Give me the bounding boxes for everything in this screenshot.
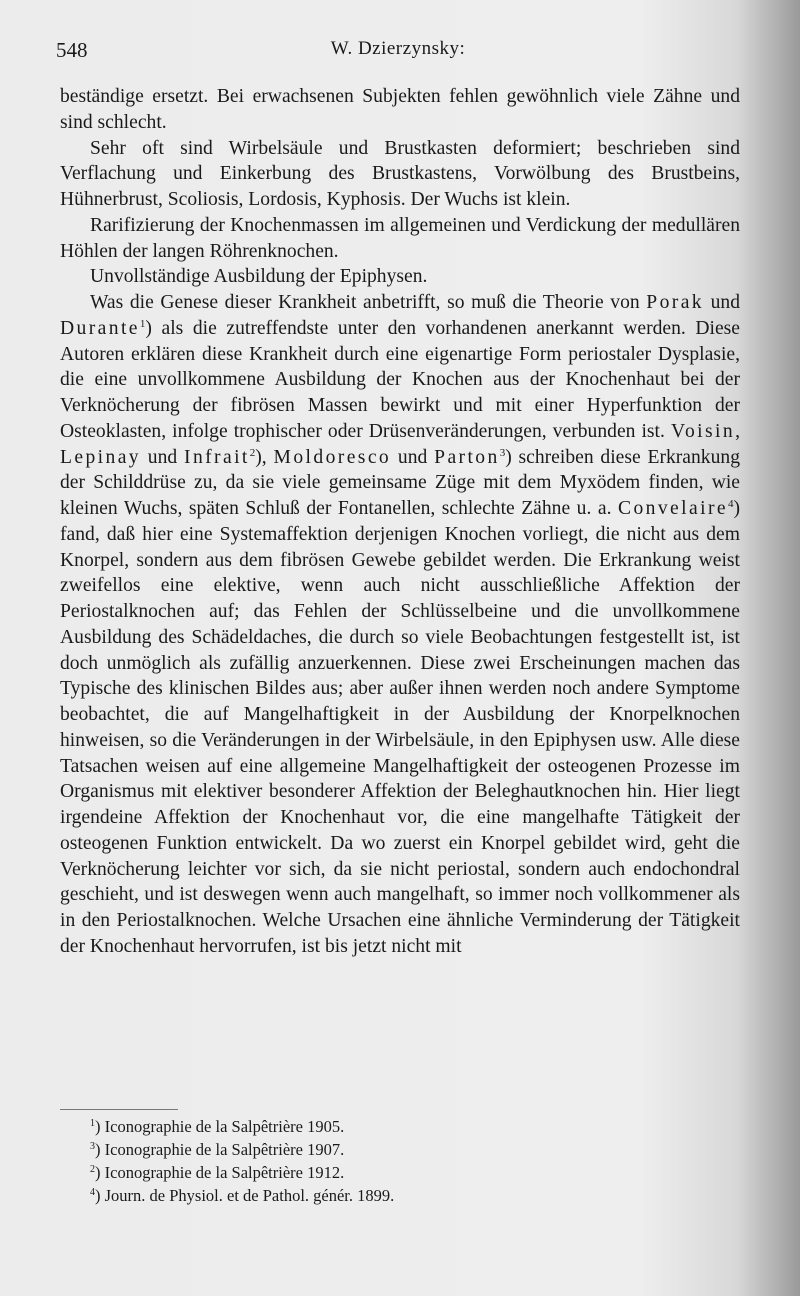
author-name: Parton (434, 446, 500, 468)
page-number: 548 (56, 38, 88, 62)
footnote-text: ) Iconographie de la Salpêtrière 1905. (95, 1117, 345, 1136)
author-name: Durante (60, 317, 140, 339)
text-run: Was die Genese dieser Krankheit anbetrifft, so muß die Theorie von (90, 292, 647, 313)
footnote-mark: 3 (90, 1141, 95, 1152)
footnote-text: ) Iconographie de la Salpêtrière 1912. (95, 1163, 345, 1182)
footnote-ref: 2 (249, 446, 256, 459)
footnote (90, 1161, 650, 1184)
footnote-ref: 3 (499, 446, 506, 459)
author-name: Voisin (670, 420, 736, 442)
footnote-ref: 4 (727, 498, 734, 510)
footnote (90, 1115, 650, 1138)
footnotes (90, 1115, 650, 1207)
paragraph-1: beständige ersetzt. Bei erwachsenen Subjekten fehlen gewöhnlich viele Zähne und sind schlecht. (60, 86, 740, 133)
author-name: Porak (646, 292, 704, 313)
text-run: und (391, 446, 435, 468)
body-text (60, 84, 740, 960)
paragraph-3: Rarifizierung der Knochenmassen im allgemeinen und Verdickung der medullären Höhlen der langen Röhrenknochen. (60, 214, 740, 262)
text-run: , (735, 420, 740, 442)
footnote (90, 1184, 650, 1207)
footnote-mark: 1 (90, 1118, 95, 1129)
page-header (56, 38, 740, 68)
paragraph-4: Unvollständige Ausbildung der Epiphysen. (90, 266, 428, 288)
footnote-ref: 1 (139, 317, 146, 330)
text-run: ) fand, daß hier eine Systemaffektion derjenigen Knochen vorliegt, die nicht aus dem Knorpel, sondern aus dem fibrösen Gewebe gebildet werden. Die Erkrankung weist zweifellos eine elektive, wenn auch nicht ausschließliche Affektion der Periostalknochen auf; das Fehlen der Schlüsselbeine und die unvollkommene Ausbildung des Schädeldaches, die durch so viele Beobachtungen festgestellt ist, ist doch unmöglich als zufällig anzuerkennen. Diese zwei Erscheinungen machen das Typische des klinischen Bildes aus; aber außer ihnen werden noch andere Symptome beobachtet, die auf Mangelhaftigkeit in der Ausbildung der Knorpelknochen hinweisen, so die Veränderungen in der Wirbelsäule, in den Epiphysen usw. Alle diese Tatsachen weisen auf eine allgemeine Mangelhaftigkeit der osteogenen Prozesse im Organismus mit elektiver besonderer Affektion der Beleghautknochen hin. Hier liegt irgendeine Affektion der Knochenhaut vor, die eine mangelhafte Tätigkeit der osteogenen Funktion entwickelt. Da wo zuerst ein Knorpel gebildet wird, geht die Verknöcherung leichter vor sich, da sie nicht periostal, sondern auch endochondral geschieht, und ist deswegen wenn auch mangelhaft, so immer noch vollkommener als in den Periostalknochen. Welche Ursachen eine ähnliche Verminderung der Tätigkeit der Knochenhaut hervorrufen, ist bis jetzt nicht mit (60, 498, 740, 957)
author-name: Infrait (184, 446, 250, 468)
text-run: ) als die zutreffendste unter den vorhandenen anerkannt werden. Diese Autoren erklären diese Krankheit durch eine eigenartige Form periostaler Dysplasie, die eine unvollkommene Ausbildung der Knochen aus der Knochenhaut bei der Verknöcherung der fibrösen Massen bewirkt und mit einer Hyperfunktion der Osteoklasten, infolge trophischer oder Drüsenveränderungen, verbunden ist. (60, 317, 740, 442)
author-name: Moldoresco (273, 446, 392, 468)
footnote-divider (60, 1109, 178, 1110)
footnote (90, 1138, 650, 1161)
author-name: Convelaire (618, 498, 728, 519)
text-run: ), (255, 446, 274, 468)
paragraph-5 (60, 290, 740, 960)
paragraph-2: Sehr oft sind Wirbelsäule und Brustkasten deformiert; beschrieben sind Verflachung und Einkerbung des Brustkastens, Vorwölbung des Brustbeins, Hühnerbrust, Scoliosis, Lordosis, Kyphosis. Der Wuchs ist klein. (60, 137, 740, 210)
footnote-mark: 4 (90, 1187, 95, 1198)
footnote-text: ) Journ. de Physiol. et de Pathol. génér. 1899. (95, 1186, 395, 1205)
text-run: ) schreiben diese Erkrankung der Schilddrüse zu, da sie viele gemeinsame Züge mit dem Myxödem finden, wie kleinen Wuchs, späten Schluß der Fontanellen, schlechte Zähne u. a. (60, 446, 740, 519)
text-run: und (141, 446, 185, 468)
author-name: Lepinay (60, 446, 141, 468)
running-head: W. Dzierzynsky: (330, 38, 466, 59)
footnote-text: ) Iconographie de la Salpêtrière 1907. (95, 1140, 345, 1159)
footnote-mark: 2 (90, 1164, 95, 1175)
text-run: und (704, 292, 740, 313)
